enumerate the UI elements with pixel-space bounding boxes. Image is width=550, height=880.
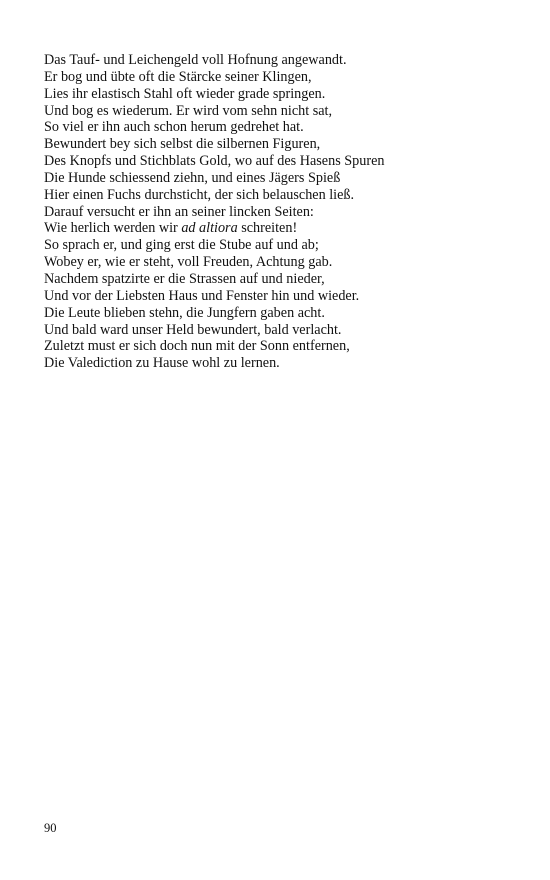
- poem-line: Und bog es wiederum. Er wird vom sehn nicht sat,: [44, 102, 333, 119]
- poem-line: Lies ihr elastisch Stahl oft wieder grade springen.: [44, 85, 326, 102]
- page-number: 90: [44, 821, 57, 835]
- poem-line: Hier einen Fuchs durchsticht, der sich belauschen ließ.: [44, 186, 355, 203]
- poem-line: Wobey er, wie er steht, voll Freuden, Achtung gab.: [44, 254, 333, 271]
- poem-line: Zuletzt must er sich doch nun mit der Sonn entfernen,: [44, 338, 350, 355]
- poem-line: Bewundert bey sich selbst die silbernen Figuren,: [44, 136, 321, 153]
- poem-line-segment: schreiten!: [237, 220, 298, 237]
- poem-line: So viel er ihn auch schon herum gedrehet hat.: [44, 119, 304, 136]
- poem-line: Das Tauf- und Leichengeld voll Hofnung angewandt.: [44, 52, 347, 68]
- poem-line: So sprach er, und ging erst die Stube auf und ab;: [44, 237, 319, 254]
- poem-text: [44, 52, 514, 372]
- poem-line: Die Valediction zu Hause wohl zu lernen.: [44, 355, 280, 372]
- poem-line: Und bald ward unser Held bewundert, bald verlacht.: [44, 321, 342, 338]
- poem-line: Des Knopfs und Stichblats Gold, wo auf des Hasens Spuren: [44, 153, 385, 170]
- poem-line-with-italic: [44, 220, 514, 237]
- poem-line: Darauf versucht er ihn an seiner lincken Seiten:: [44, 203, 314, 220]
- poem-line-segment: Wie herlich werden wir: [44, 220, 182, 237]
- italic-latin-phrase: ad altiora: [181, 220, 238, 237]
- poem-line: Und vor der Liebsten Haus und Fenster hin und wieder.: [44, 287, 360, 304]
- poem-line: Nachdem spatzirte er die Strassen auf und nieder,: [44, 270, 325, 287]
- poem-line: Die Hunde schiessend ziehn, und eines Jägers Spieß: [44, 169, 341, 186]
- poem-line: Die Leute blieben stehn, die Jungfern gaben acht.: [44, 304, 325, 321]
- poem-line: Er bog und übte oft die Stärcke seiner Klingen,: [44, 68, 312, 85]
